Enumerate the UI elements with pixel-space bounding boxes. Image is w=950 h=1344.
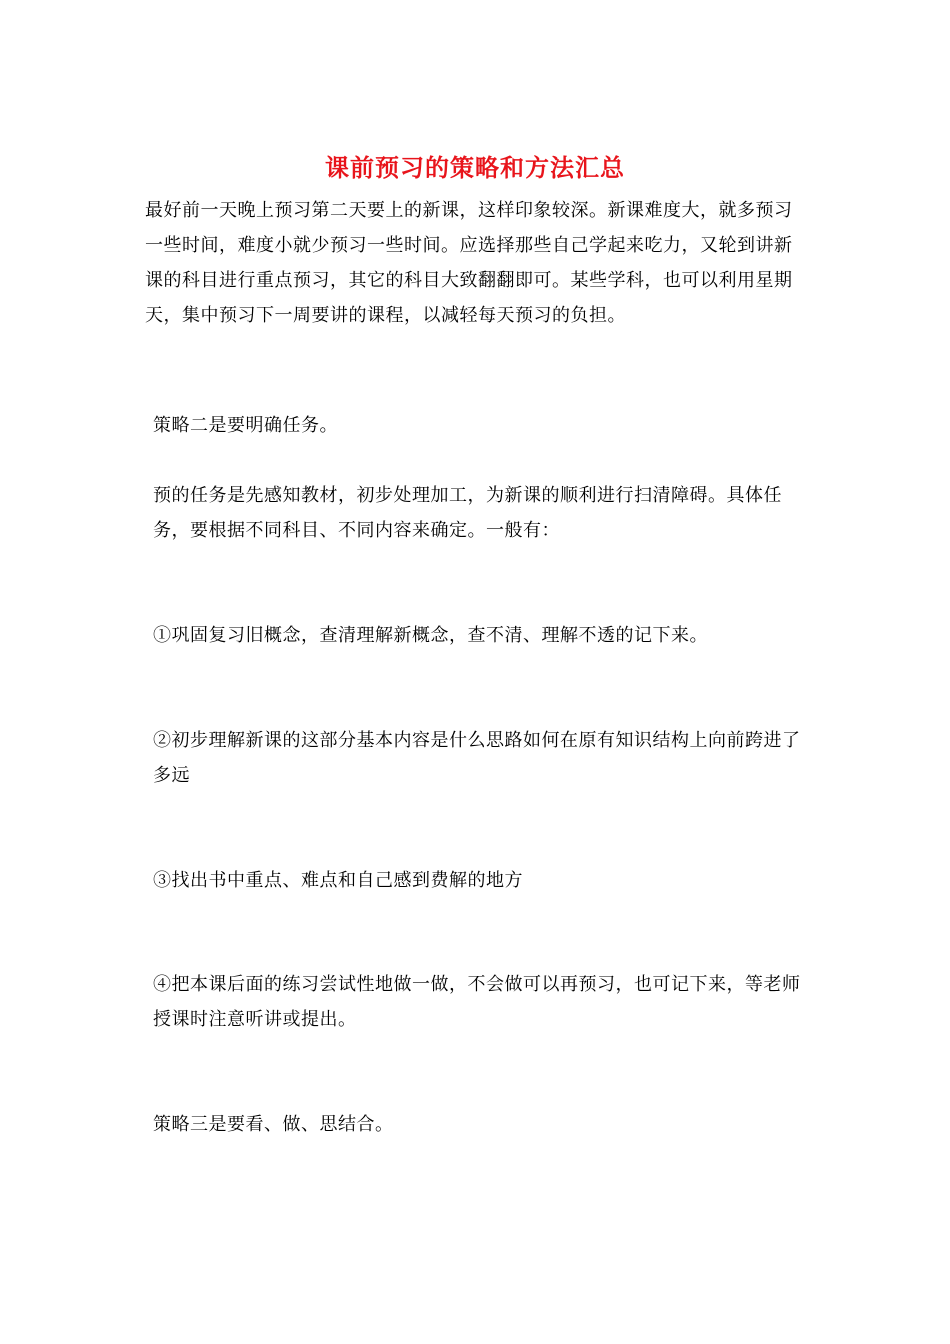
paragraph-task-two: ②初步理解新课的这部分基本内容是什么思路如何在原有知识结构上向前跨进了多远 xyxy=(153,730,801,786)
paragraph-strategy-three: 策略三是要看、做、思结合。 xyxy=(153,1114,394,1135)
paragraph-task-three: ③找出书中重点、难点和自己感到费解的地方 xyxy=(153,870,523,891)
paragraph-intro: 最好前一天晚上预习第二天要上的新课，这样印象较深。新课难度大，就多预习一些时间，难度小就少预习一些时间。应选择那些自己学起来吃力，又轮到讲新课的科目进行重点预习，其它的科目大致翻翻即可。某些学科，也可以利用星期天，集中预习下一周要讲的课程，以减轻每天预习的负担。 xyxy=(145,200,793,326)
paragraph-task-four: ④把本课后面的练习尝试性地做一做，不会做可以再预习，也可记下来，等老师授课时注意听讲或提出。 xyxy=(153,974,801,1030)
paragraph-task-one: ①巩固复习旧概念，查清理解新概念，查不清、理解不透的记下来。 xyxy=(153,625,708,646)
document-title: 课前预习的策略和方法汇总 xyxy=(325,153,625,182)
paragraph-preview-tasks: 预的任务是先感知教材，初步处理加工，为新课的顺利进行扫清障碍。具体任务，要根据不同科目、不同内容来确定。一般有： xyxy=(153,485,782,541)
paragraph-strategy-two: 策略二是要明确任务。 xyxy=(153,415,338,436)
